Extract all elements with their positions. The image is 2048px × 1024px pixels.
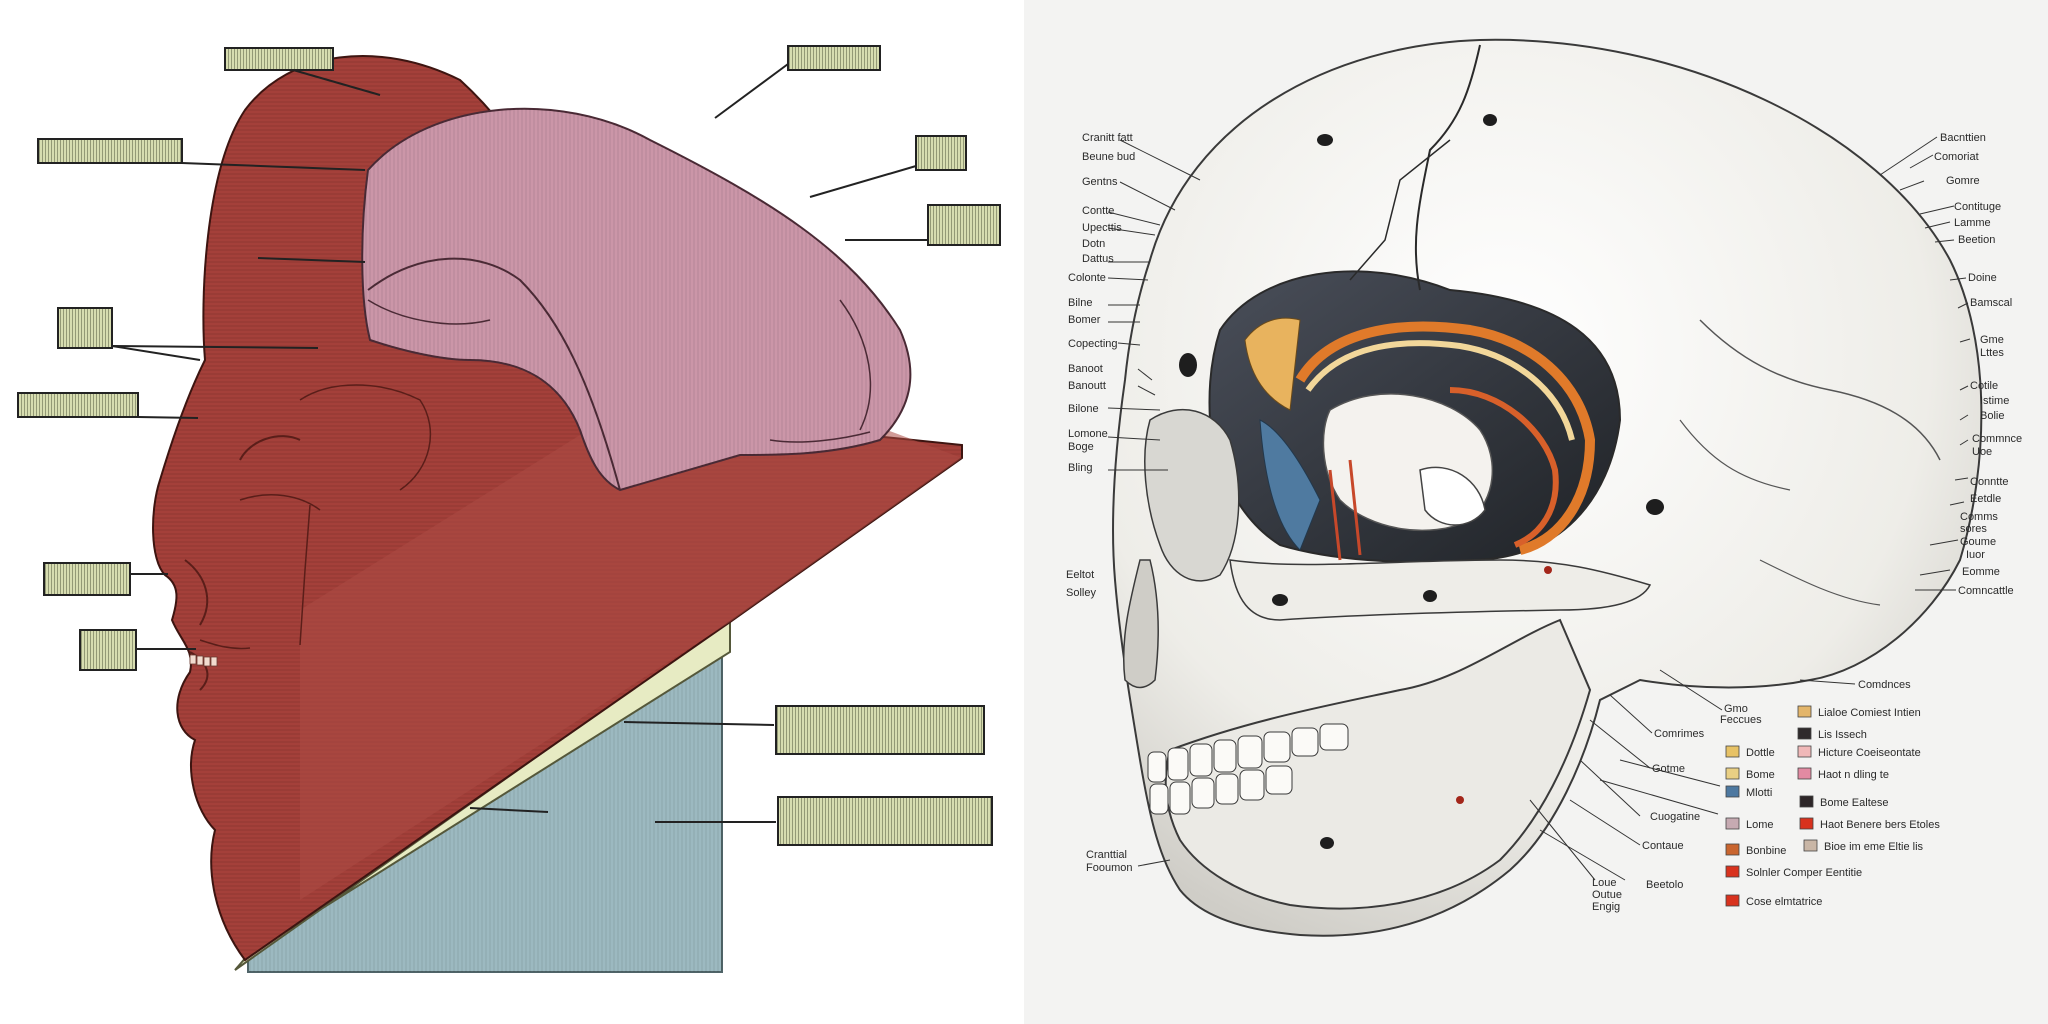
- legend-swatch: [1726, 844, 1739, 855]
- skull-label: Colonte: [1068, 272, 1106, 284]
- legend-item: [1800, 796, 1888, 809]
- skull-label: Bilone: [1068, 403, 1099, 415]
- legend-label: Lis Issech: [1818, 729, 1867, 741]
- legend-swatch: [1798, 706, 1811, 717]
- legend-label: Hicture Coeiseontate: [1818, 747, 1921, 759]
- legend-swatch: [1726, 818, 1739, 829]
- legend-label: Bonbine: [1746, 845, 1787, 857]
- legend-item: [1726, 786, 1772, 799]
- callout-tag: [44, 563, 130, 595]
- skull-label: Iuor: [1966, 549, 1985, 561]
- skull-label: Contituge: [1954, 201, 2002, 213]
- legend-label: Haot n dling te: [1818, 769, 1889, 781]
- legend-swatch: [1804, 840, 1817, 851]
- skull-label: Contte: [1082, 205, 1115, 217]
- skull-label: Gomre: [1946, 175, 1980, 187]
- skull-label: Bolie: [1980, 410, 2005, 422]
- skull-label: Cranitt fatt: [1082, 132, 1133, 144]
- callout-tag: [18, 393, 138, 417]
- skull-label: Bamscal: [1970, 297, 2013, 309]
- skull-label: Doine: [1968, 272, 1997, 284]
- skull-label: Conntte: [1970, 476, 2009, 488]
- skull-label: Outue: [1592, 889, 1622, 901]
- skull-label: Eeltot: [1066, 569, 1095, 581]
- skull-label: Comdnces: [1858, 679, 1911, 691]
- legend-label: Solnler Comper Eentitie: [1746, 867, 1863, 879]
- skull-label: Eetdle: [1970, 493, 2002, 505]
- legend-label: Bome: [1746, 769, 1775, 781]
- legend-swatch: [1726, 895, 1739, 906]
- skull-label: Bling: [1068, 462, 1093, 474]
- skull-label: Dotn: [1082, 238, 1106, 250]
- skull-label: Beune bud: [1082, 151, 1136, 163]
- skull-label: Gme: [1980, 334, 2004, 346]
- skull-label: Comrimes: [1654, 728, 1705, 740]
- legend-label: Lome: [1746, 819, 1774, 831]
- skull-label: Solley: [1066, 587, 1096, 599]
- skull-label: Boge: [1068, 441, 1094, 453]
- callout-tag: [776, 706, 984, 754]
- skull-label: Cranttial: [1086, 849, 1127, 861]
- skull-label: Gentns: [1082, 176, 1118, 188]
- skull-label: Dattus: [1082, 253, 1114, 265]
- skull-label: Banoutt: [1068, 380, 1106, 392]
- skull-label: Eomme: [1962, 566, 2000, 578]
- skull-label: Bacnttien: [1940, 132, 1986, 144]
- legend-item: [1726, 818, 1774, 831]
- skull-label: Copecting: [1068, 338, 1118, 350]
- legend-item: [1800, 818, 1940, 831]
- callout-tag: [58, 308, 112, 348]
- skull-label: Comncattle: [1958, 585, 2014, 597]
- skull-label: Lomone: [1068, 428, 1108, 440]
- legend-label: Lialoe Comiest Intien: [1818, 707, 1921, 719]
- skull-label: Comoriat: [1934, 151, 1979, 163]
- callout-tag: [916, 136, 966, 170]
- legend-swatch: [1798, 746, 1811, 757]
- callout-tag: [38, 139, 182, 163]
- left-panel: [0, 0, 1022, 1024]
- skull-label: Lamme: [1954, 217, 1991, 229]
- legend-item: [1726, 746, 1775, 759]
- legend-swatch: [1726, 866, 1739, 877]
- legend-item: [1726, 844, 1786, 857]
- legend-label: Mlotti: [1746, 787, 1773, 799]
- skull-label: Banoot: [1068, 363, 1103, 375]
- skull-label: Lttes: [1980, 347, 2004, 359]
- callout-tag: [778, 797, 992, 845]
- legend-swatch: [1798, 768, 1811, 779]
- skull-label: Fooumon: [1086, 862, 1133, 874]
- skull-label: sores: [1960, 523, 1987, 535]
- skull-label: Gmo: [1724, 703, 1748, 715]
- callout-tag: [928, 205, 1000, 245]
- legend-swatch: [1726, 746, 1739, 757]
- skull-label: Bilne: [1068, 297, 1093, 309]
- right-panel: [1024, 0, 2048, 1024]
- skull-label: Commnce: [1972, 433, 2023, 445]
- legend-swatch: [1800, 796, 1813, 807]
- legend-label: Dottle: [1746, 747, 1775, 759]
- skull-label: Upecttis: [1082, 222, 1122, 234]
- legend-item: [1726, 768, 1775, 781]
- skull-label: Comms: [1960, 511, 1998, 523]
- legend-label: Bioe im eme Eltie lis: [1824, 841, 1924, 853]
- legend-item: [1798, 728, 1867, 741]
- legend-item: [1726, 866, 1862, 879]
- skull-label: Bomer: [1068, 314, 1101, 326]
- skull-label: Contaue: [1642, 840, 1684, 852]
- legend-swatch: [1798, 728, 1811, 739]
- legend-swatch: [1726, 786, 1739, 797]
- skull-label: Istime: [1980, 395, 2010, 407]
- legend-swatch: [1800, 818, 1813, 829]
- callout-tag: [788, 46, 880, 70]
- skull-label: Goume: [1960, 536, 1997, 548]
- legend-swatch: [1726, 768, 1739, 779]
- legend-label: Haot Benere bers Etoles: [1820, 819, 1940, 831]
- legend-label: Cose elmtatrice: [1746, 896, 1823, 908]
- skull-label: Feccues: [1720, 714, 1762, 726]
- skull-label: Engig: [1592, 901, 1621, 913]
- callout-tag: [225, 48, 333, 70]
- legend-label: Bome Ealtese: [1820, 797, 1889, 809]
- skull-label: Gotme: [1652, 763, 1686, 775]
- skull-label: Uoe: [1972, 446, 1993, 458]
- skull-label: Beetion: [1958, 234, 1996, 246]
- skull-label: Cuogatine: [1650, 811, 1701, 823]
- skull-label: Beetolo: [1646, 879, 1684, 891]
- skull-label: Cotile: [1970, 380, 1999, 392]
- callout-tag: [80, 630, 136, 670]
- skull-label: Loue: [1592, 877, 1617, 889]
